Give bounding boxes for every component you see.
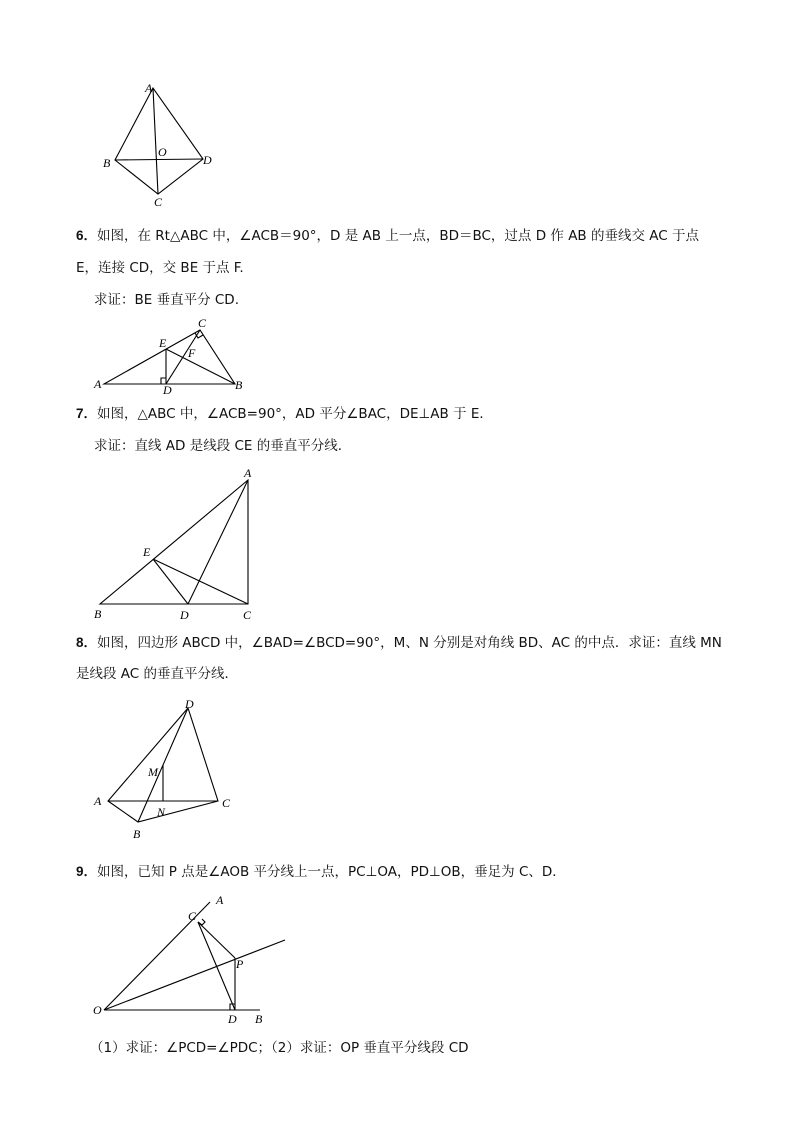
label-P: P (236, 957, 244, 971)
segment-DE (153, 559, 188, 604)
label-C: C (222, 796, 231, 810)
label-D: D (228, 1012, 237, 1026)
problem-7-prove: 求证：直线 AD 是线段 CE 的垂直平分线． (94, 438, 352, 454)
problem-7-line-1 (76, 404, 493, 424)
problem-text: 如图，四边形 ABCD 中，∠BAD=∠BCD=90°，M、N 分别是对角线 BD、AC 的中点．求证：直线 MN (97, 635, 722, 651)
label-A: A (244, 466, 252, 480)
triangle-ABC (104, 330, 235, 384)
label-B: B (94, 607, 102, 621)
segment-AD (188, 480, 248, 604)
problem-text: 如图，在 Rt△ABC 中，∠ACB＝90°，D 是 AB 上一点，BD＝BC，过点 D 作 AB 的垂线交 AC 于点 (97, 228, 699, 244)
segment-CE (153, 559, 248, 604)
segment-AC (153, 88, 158, 194)
segment-CD (198, 922, 235, 1010)
segment-PC (198, 922, 235, 958)
problem-6-line-1 (76, 226, 699, 246)
label-C: C (243, 608, 252, 622)
label-F: F (188, 346, 196, 360)
label-E: E (143, 545, 151, 559)
problem-number: 7． (76, 406, 98, 421)
kite-outline (115, 88, 203, 194)
label-E: E (159, 336, 167, 350)
figure-problem-9 (90, 890, 300, 1030)
label-N: N (157, 805, 166, 819)
label-C: C (198, 316, 207, 330)
label-O: O (158, 145, 167, 159)
problem-9-questions: （1）求证：∠PCD=∠PDC；（2）求证：OP 垂直平分线段 CD (90, 1040, 469, 1056)
label-B: B (255, 1012, 263, 1026)
problem-8-line-1 (76, 633, 722, 653)
problem-number: 6． (76, 228, 98, 243)
label-B: B (103, 156, 111, 170)
figure-problem-5 (95, 78, 225, 213)
bisector-OP (104, 940, 285, 1010)
label-D: D (180, 608, 189, 622)
segment-BE (166, 349, 235, 384)
label-A: A (145, 81, 153, 95)
label-D: D (163, 383, 172, 397)
segment-BD (115, 159, 203, 160)
label-B: B (133, 827, 141, 841)
problem-number: 9． (76, 864, 98, 879)
label-M: M (148, 765, 158, 779)
label-A: A (94, 794, 102, 808)
label-C: C (154, 195, 163, 209)
problem-6-prove: 求证：BE 垂直平分 CD. (94, 292, 239, 308)
problem-text: 如图，△ABC 中，∠ACB=90°，AD 平分∠BAC，DE⊥AB 于 E． (97, 406, 493, 422)
problem-8-line-2: 是线段 AC 的垂直平分线． (76, 666, 239, 682)
label-A: A (216, 893, 224, 907)
label-C: C (188, 909, 197, 923)
figure-problem-7 (90, 466, 270, 626)
label-B: B (235, 378, 243, 392)
label-D: D (203, 153, 212, 167)
problem-9-line-1 (76, 862, 566, 882)
label-O: O (93, 1003, 102, 1017)
problem-text: 如图，已知 P 点是∠AOB 平分线上一点，PC⊥OA，PD⊥OB，垂足为 C、D． (97, 864, 566, 880)
figure-problem-6 (90, 316, 260, 396)
problem-6-line-2: E，连接 CD，交 BE 于点 F. (76, 260, 244, 276)
figure-problem-8 (88, 694, 248, 841)
problem-number: 8． (76, 635, 98, 650)
label-A: A (94, 377, 102, 391)
label-D: D (185, 697, 194, 711)
